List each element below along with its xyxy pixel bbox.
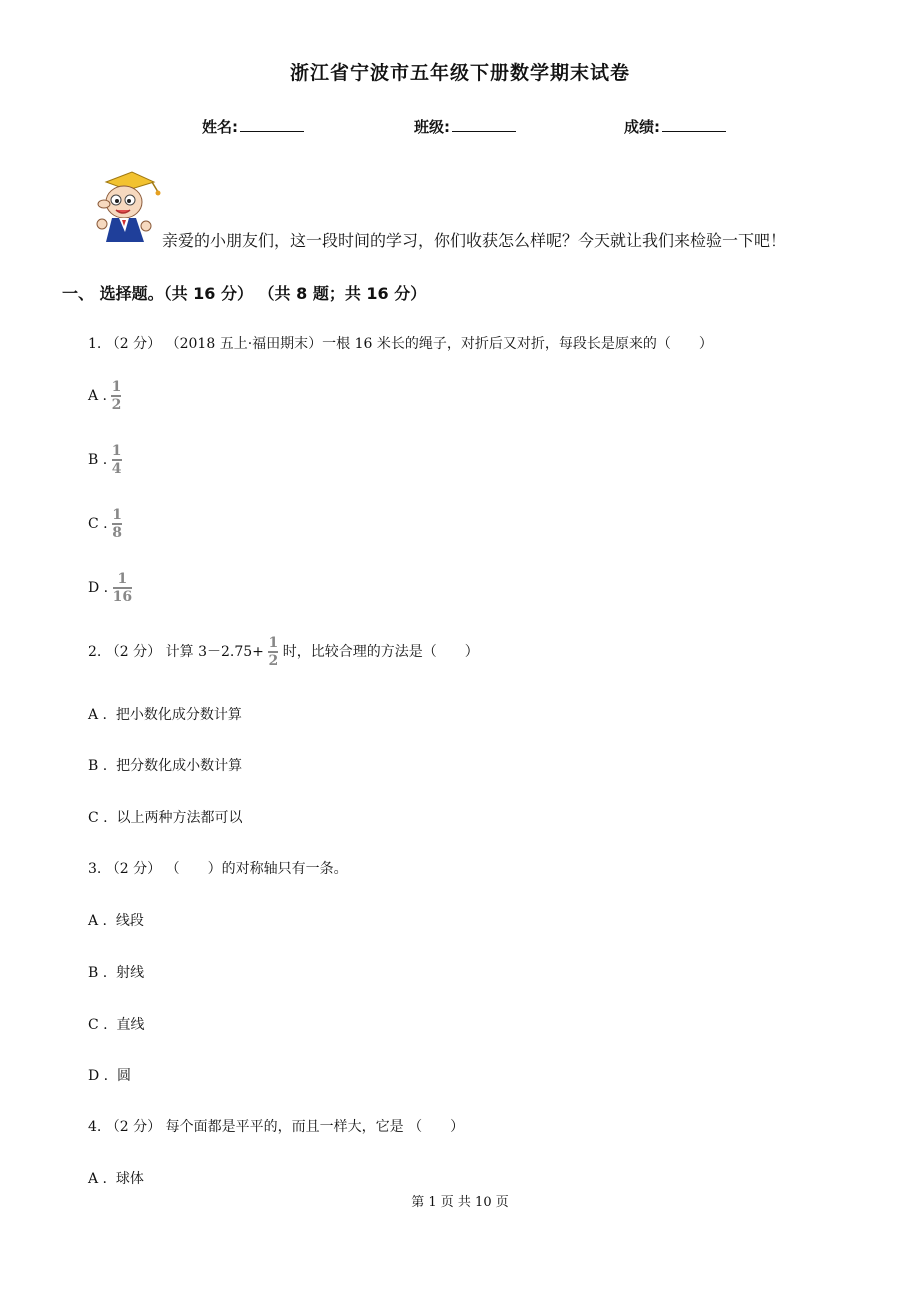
fraction (112, 444, 122, 476)
greeting-text: 亲爱的小朋友们，这一段时间的学习，你们收获怎么样呢？今天就让我们来检验一下吧！ (162, 231, 787, 250)
fraction-numerator: 1 (111, 443, 122, 459)
option-text: 直线 (116, 1017, 145, 1033)
option-label: C . (88, 810, 108, 826)
fraction-numerator: 1 (117, 571, 128, 587)
question-1: 1. （2 分） （2018 五上·福田期末）一根 16 米长的绳子，对折后又对折，每段长是原来的（ ） (88, 336, 713, 352)
mascot-icon (92, 168, 162, 248)
option-text: 把分数化成小数计算 (116, 758, 243, 774)
score-label: 成绩: (624, 118, 660, 136)
fraction-numerator: 1 (268, 635, 279, 651)
option-label: B . (88, 758, 108, 774)
option-label: A . (88, 1171, 108, 1187)
question-3-option-d[interactable] (88, 1065, 131, 1085)
question-3: 3. （2 分） （ ）的对称轴只有一条。 (88, 861, 348, 877)
option-label: A . (88, 913, 108, 929)
fraction-denominator: 2 (268, 653, 279, 669)
question-1-option-c[interactable] (88, 508, 122, 540)
option-text: 以上两种方法都可以 (116, 810, 243, 826)
question-3-option-b[interactable] (88, 962, 144, 982)
option-text: 把小数化成分数计算 (115, 707, 242, 723)
fraction-numerator: 1 (111, 379, 122, 395)
option-text: 线段 (115, 913, 144, 929)
question-1-option-a[interactable] (88, 380, 121, 412)
question-2-text-post: 时，比较合理的方法是（ ） (282, 644, 479, 660)
question-1-option-b[interactable] (88, 444, 122, 476)
fraction-denominator: 16 (112, 589, 133, 605)
option-label: D . (88, 580, 109, 596)
class-field[interactable] (414, 116, 516, 137)
fraction-numerator: 1 (112, 507, 122, 523)
question-3-option-a[interactable] (88, 910, 144, 930)
question-3-option-c[interactable] (88, 1014, 145, 1034)
option-label: B . (88, 965, 108, 981)
fraction-denominator: 8 (112, 525, 122, 541)
option-label: C . (88, 1017, 108, 1033)
option-label: A . (88, 707, 108, 723)
page-footer: 第 1 页 共 10 页 (411, 1195, 509, 1210)
option-label: B . (88, 452, 108, 468)
fraction-denominator: 4 (111, 461, 122, 477)
option-text: 圆 (117, 1068, 132, 1084)
question-4: 4. （2 分） 每个面都是平平的，而且一样大，它是 （ ） (88, 1119, 465, 1135)
option-label: A . (88, 388, 108, 404)
class-blank[interactable] (452, 117, 516, 132)
fraction (111, 380, 121, 412)
question-2-text-pre: 2. （2 分） 计算 3－2.75+ (88, 644, 264, 660)
option-text: 球体 (115, 1171, 144, 1187)
score-blank[interactable] (662, 117, 726, 132)
option-label: D . (88, 1068, 109, 1084)
fraction (112, 508, 122, 540)
option-text: 射线 (116, 965, 145, 981)
fraction (268, 636, 278, 668)
option-label: C . (88, 516, 108, 532)
question-2 (88, 636, 479, 668)
question-2-option-c[interactable] (88, 807, 243, 827)
section-heading: 一、 选择题。（共 16 分） （共 8 题；共 16 分） (62, 284, 427, 303)
fraction (113, 572, 132, 604)
score-field[interactable] (624, 116, 726, 137)
class-label: 班级: (414, 118, 450, 136)
page-title: 浙江省宁波市五年级下册数学期末试卷 (289, 62, 630, 84)
question-2-option-a[interactable] (88, 704, 242, 724)
question-1-option-d[interactable] (88, 572, 132, 604)
fraction-denominator: 2 (111, 397, 122, 413)
name-field[interactable] (202, 116, 304, 137)
question-2-option-b[interactable] (88, 755, 242, 775)
name-blank[interactable] (240, 117, 304, 132)
question-4-option-a[interactable] (88, 1168, 144, 1188)
name-label: 姓名: (202, 118, 238, 136)
